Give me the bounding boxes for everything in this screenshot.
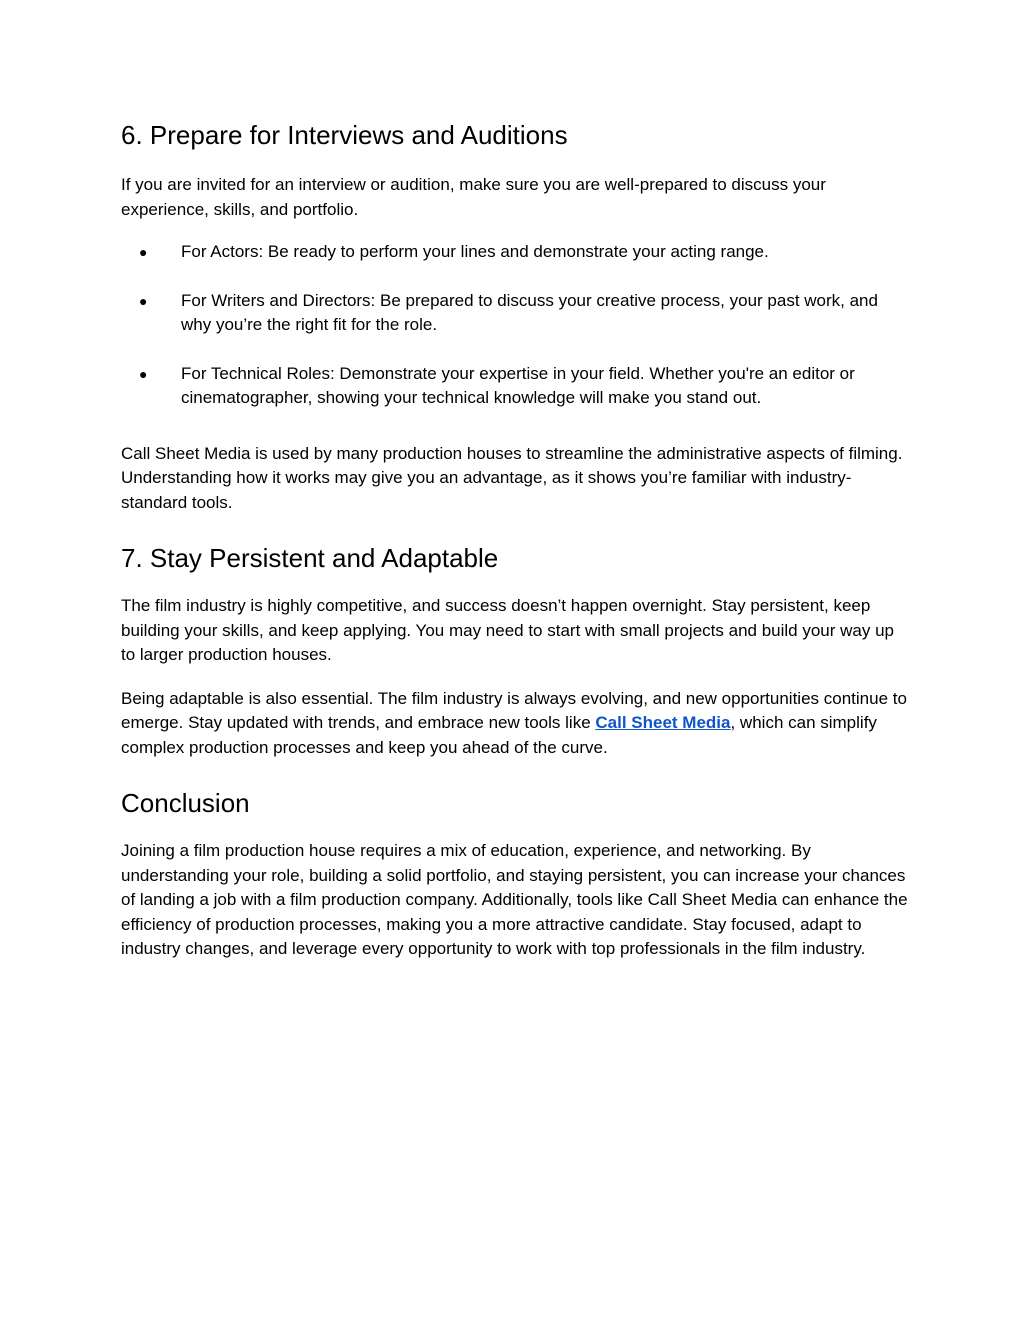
bullet-icon: ● <box>139 292 148 309</box>
section-7-paragraph-1: The film industry is highly competitive, and success doesn’t happen overnight. Stay persistent, keep building your skills, and keep applying. You may need to start with small projects and build your way up to larger production houses. <box>121 596 894 664</box>
paragraph-text-before-link: Being adaptable is also essential. The film industry is always evolving, and new opportunities continue to emerge. Stay updated with trends, and embrace new tools like <box>121 688 907 732</box>
paragraph-text-after-link: , which can simplify complex production processes and keep you ahead of the curve. <box>121 713 877 757</box>
conclusion-heading: Conclusion <box>121 788 250 818</box>
role-bullet-list <box>121 240 911 411</box>
conclusion-paragraph: Joining a film production house requires a mix of education, experience, and networking. By understanding your role, building a solid portfolio, and staying persistent, you can increase your chances of landing a job with a film production company. Additionally, tools like Call Sheet Media can enhance the efficiency of production processes, making you a more attractive candidate. Stay focused, adapt to industry changes, and leverage every opportunity to work with top professionals in the film industry. <box>121 841 908 958</box>
call-sheet-paragraph: Call Sheet Media is used by many production houses to streamline the administrative aspects of filming. Understanding how it works may give you an advantage, as it shows you’re familiar with industry-standard tools. <box>121 443 903 512</box>
section-7-paragraph-2 <box>121 687 911 761</box>
bullet-icon: ● <box>139 244 148 260</box>
call-sheet-media-link[interactable]: Call Sheet Media <box>595 713 731 732</box>
bullet-icon: ● <box>139 365 148 382</box>
list-item <box>121 240 911 265</box>
section-6-heading: 6. Prepare for Interviews and Auditions <box>121 120 568 150</box>
section-7-heading: 7. Stay Persistent and Adaptable <box>121 543 499 573</box>
list-item <box>121 362 911 411</box>
list-item-text: For Technical Roles: Demonstrate your expertise in your field. Whether you're an editor or cinematographer, showing your technical knowledge will make you stand out. <box>181 363 855 407</box>
document-page <box>121 118 911 962</box>
section-6-intro: If you are invited for an interview or audition, make sure you are well-prepared to discuss your experience, skills, and portfolio. <box>121 175 826 219</box>
list-item-text: For Actors: Be ready to perform your lines and demonstrate your acting range. <box>181 242 769 261</box>
list-item-text: For Writers and Directors: Be prepared to discuss your creative process, your past work, and why you’re the right fit for the role. <box>181 290 878 334</box>
list-item <box>121 289 911 338</box>
